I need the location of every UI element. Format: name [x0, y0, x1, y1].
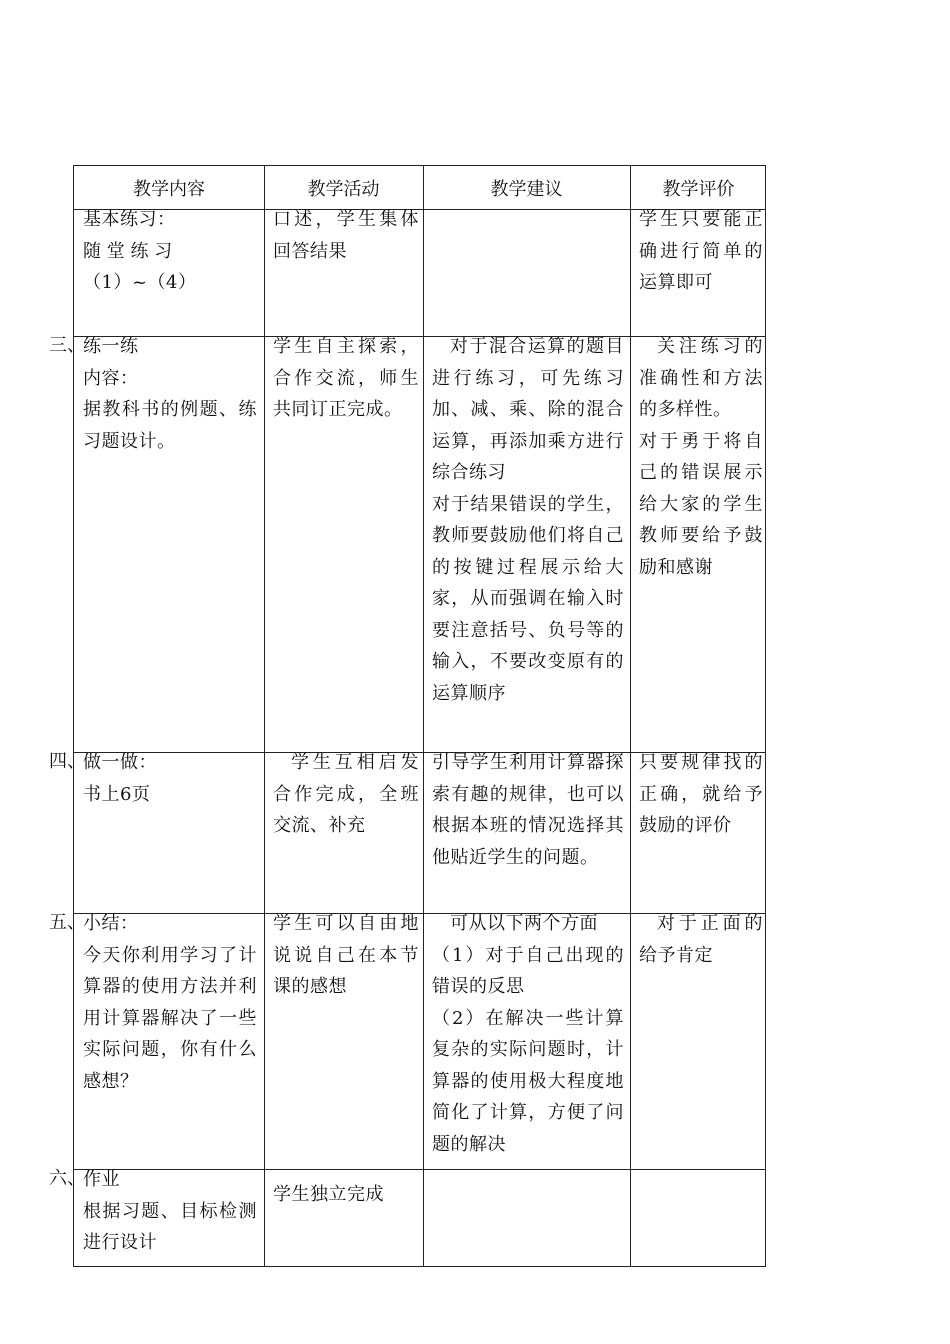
suggestion-text: 对于结果错误的学生，教师要鼓励他们将自己的按键过程展示给大家，从而强调在输入时要注意括号、负号等的输入，不要改变原有的运算顺序 [432, 493, 624, 704]
content-line: 小结： [83, 913, 139, 934]
content-line: 今天你利用学习了计算器的使用方法并利用计算器解决了一些实际问题，你有什么感想？ [83, 944, 257, 1092]
content-line: 根据习题、目标检测进行设计 [83, 1200, 257, 1253]
section-prefix-4: 四、 [49, 751, 85, 772]
row3-activity [273, 747, 419, 842]
row1-activity [273, 204, 419, 267]
row3-content [83, 747, 257, 810]
row4-content [83, 908, 257, 1097]
activity-text: 学生自主探索，合作交流，师生共同订正完成。 [273, 336, 419, 420]
column-divider [423, 166, 424, 1266]
column-divider [630, 166, 631, 1266]
header-content: 教学内容 [133, 178, 205, 200]
lesson-plan-table [73, 165, 766, 1267]
content-line: 做一做： [83, 752, 157, 773]
content-line: 内容： [83, 367, 139, 389]
content-line: 随 堂 练 习 [83, 240, 173, 262]
suggestion-text: 对于混合运算的题目进行练习，可先练习加、减、乘、除的混合运算，再添加乘方进行综合练习 [432, 336, 624, 483]
content-line: 作业 [83, 1169, 120, 1190]
header-activity: 教学活动 [307, 178, 380, 200]
content-line: 书上6页 [83, 783, 151, 805]
row4-evaluation [639, 908, 763, 971]
evaluation-text: 关注练习的准确性和方法的多样性。 [639, 336, 763, 420]
activity-text: 学生互相启发合作完成，全班交流、补充 [273, 752, 419, 836]
content-line: 练一练 [83, 336, 139, 357]
activity-text: 学生可以自由地说说自己在本节课的感想 [273, 913, 419, 997]
activity-text: 口述，学生集体回答结果 [273, 209, 419, 262]
row4-activity [273, 908, 419, 1003]
suggestion-text: 可从以下两个方面 [450, 913, 598, 934]
evaluation-text: 对于正面的给予肯定 [639, 913, 763, 966]
row3-suggestion [432, 747, 624, 873]
evaluation-text: 只要规律找的正确，就给予鼓励的评价 [639, 752, 763, 836]
evaluation-text: 学生只要能正确进行简单的运算即可 [639, 209, 763, 293]
row1-content [83, 204, 257, 299]
row2-suggestion [432, 331, 624, 709]
suggestion-text: （2）在解决一些计算复杂的实际问题时，计算器的使用极大程度地简化了计算，方便了问题的解决 [432, 1007, 624, 1155]
section-prefix-3: 三、 [49, 335, 85, 356]
suggestion-text: 引导学生利用计算器探索有趣的规律，也可以根据本班的情况选择其他贴近学生的问题。 [432, 752, 624, 868]
evaluation-text: 对于勇于将自己的错误展示给大家的学生教师要给予鼓励和感谢 [639, 430, 763, 578]
row4-suggestion [432, 908, 624, 1160]
activity-text: 学生独立完成 [273, 1184, 384, 1205]
content-line: 基本练习： [83, 209, 176, 230]
content-line: （1）~（4） [83, 272, 197, 293]
header-evaluation: 教学评价 [662, 178, 735, 200]
row5-content [83, 1164, 257, 1259]
column-divider [264, 166, 265, 1266]
suggestion-text: （1）对于自己出现的错误的反思 [432, 944, 624, 997]
section-prefix-6: 六、 [49, 1168, 85, 1189]
content-line: 据教科书的例题、练习题设计。 [83, 399, 257, 452]
header-suggestion: 教学建议 [490, 178, 563, 200]
row2-activity [273, 331, 419, 426]
row2-evaluation [639, 331, 763, 583]
section-prefix-5: 五、 [49, 912, 85, 933]
row1-evaluation [639, 204, 763, 299]
row2-content [83, 331, 257, 457]
row5-activity [273, 1179, 419, 1211]
row3-evaluation [639, 747, 763, 842]
